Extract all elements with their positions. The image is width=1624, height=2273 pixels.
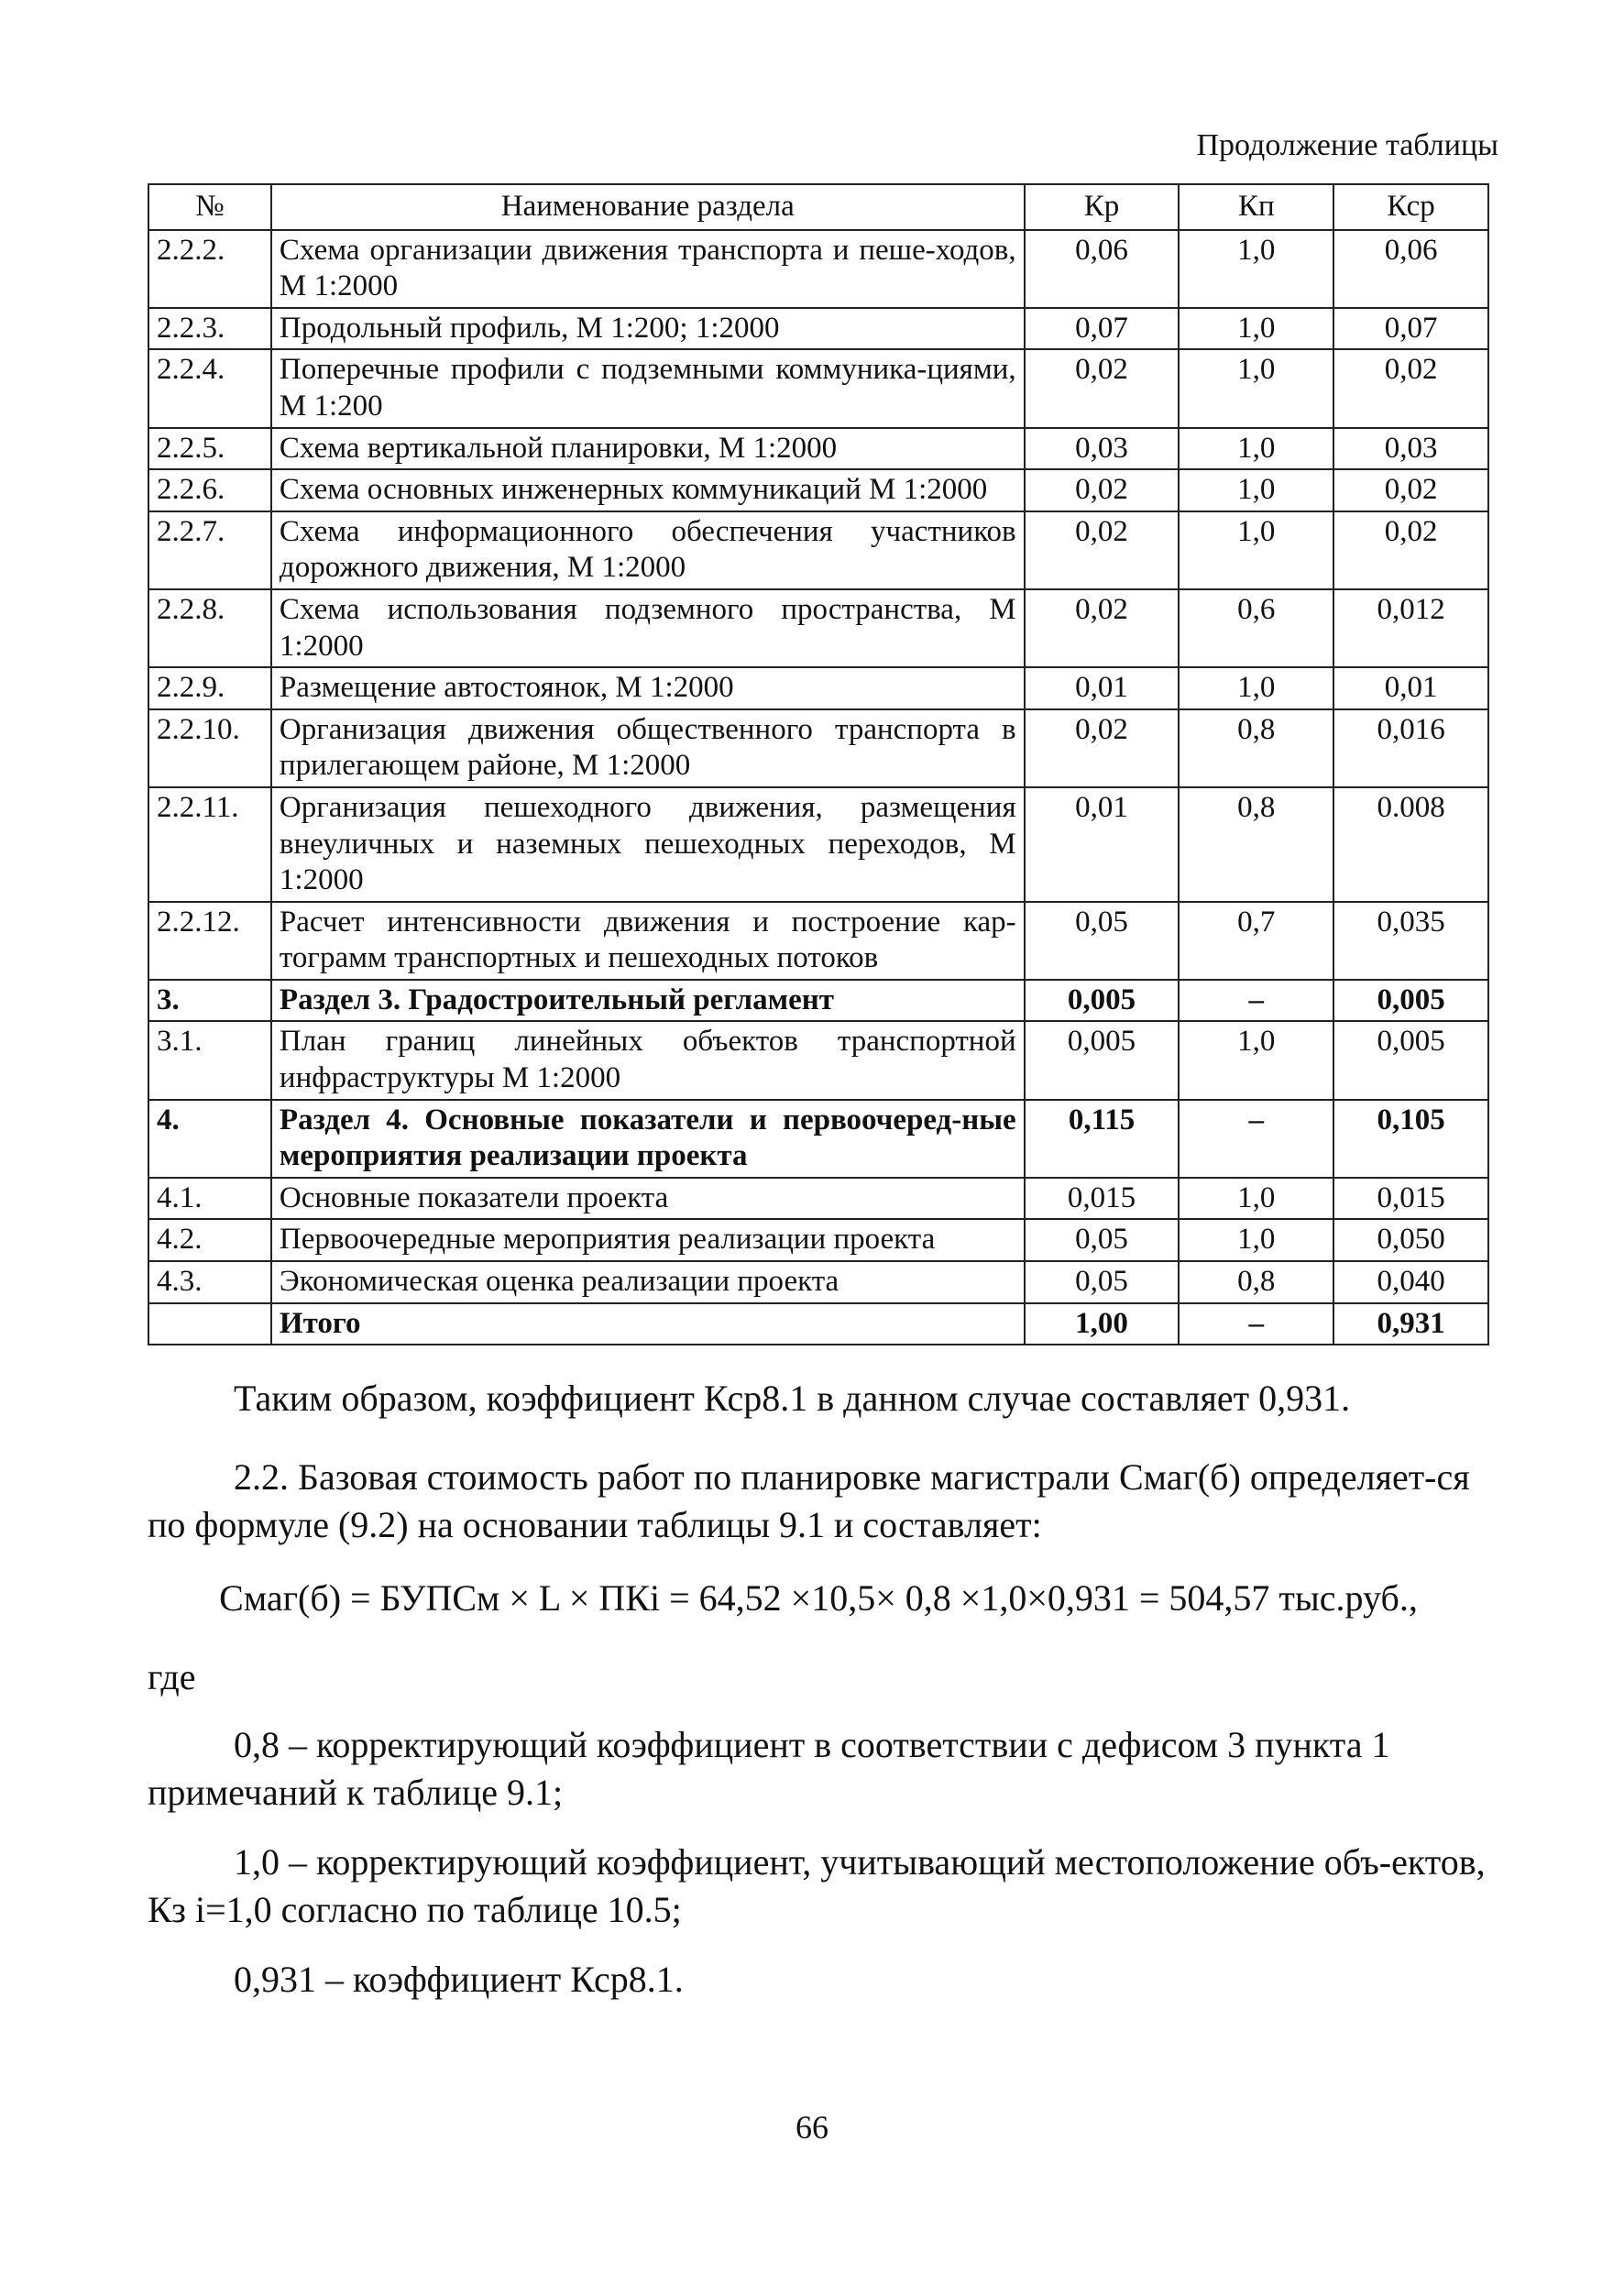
where-label: где (148, 1656, 196, 1697)
table-row (148, 1261, 1488, 1303)
table-row (148, 511, 1488, 589)
row-number: 2.2.5. (148, 428, 271, 470)
row-kr: 0,01 (1025, 787, 1180, 902)
header-kp: Кп (1179, 184, 1333, 230)
row-kr: 1,00 (1025, 1303, 1180, 1345)
row-ksr: 0.008 (1333, 787, 1488, 902)
table-row (148, 308, 1488, 350)
formula: Смаг(б) = БУПСм × L × ПКi = 64,52 ×10,5× 0,8 ×1,0×0,931 = 504,57 тыс.руб., (219, 1577, 1418, 1619)
table-header-row (148, 184, 1488, 230)
row-name: Первоочередные мероприятия реализации проекта (271, 1219, 1025, 1261)
table-row (148, 667, 1488, 709)
paragraph-coef-0931: 0,931 – коэффициент Кср8.1. (234, 1959, 684, 2000)
row-kp: – (1179, 1303, 1333, 1345)
row-ksr: 0,035 (1333, 902, 1488, 980)
table-row (148, 230, 1488, 308)
row-number: 2.2.11. (148, 787, 271, 902)
row-name: Экономическая оценка реализации проекта (271, 1261, 1025, 1303)
row-ksr: 0,07 (1333, 308, 1488, 350)
row-ksr: 0,931 (1333, 1303, 1488, 1345)
row-number: 2.2.6. (148, 469, 271, 511)
row-name: Схема информационного обеспечения участников дорожного движения, М 1:2000 (271, 511, 1025, 589)
row-number: 4.1. (148, 1178, 271, 1220)
row-kr: 0,05 (1025, 902, 1180, 980)
row-kp: 0,8 (1179, 787, 1333, 902)
row-number: 2.2.2. (148, 230, 271, 308)
row-kr: 0,05 (1025, 1261, 1180, 1303)
row-ksr: 0,040 (1333, 1261, 1488, 1303)
row-ksr: 0,02 (1333, 511, 1488, 589)
row-kr: 0,005 (1025, 980, 1180, 1022)
paragraph-summary: Таким образом, коэффициент Кср8.1 в данном случае составляет 0,931. (234, 1378, 1351, 1419)
row-name: Схема вертикальной планировки, М 1:2000 (271, 428, 1025, 470)
row-ksr: 0,105 (1333, 1100, 1488, 1178)
table-row (148, 428, 1488, 470)
row-kr: 0,01 (1025, 667, 1180, 709)
table-row (148, 1100, 1488, 1178)
header-num: № (148, 184, 271, 230)
row-kr: 0,005 (1025, 1021, 1180, 1099)
table-row (148, 902, 1488, 980)
row-number: 4.3. (148, 1261, 271, 1303)
row-name: Схема организации движения транспорта и пеше-ходов, М 1:2000 (271, 230, 1025, 308)
row-kp: 1,0 (1179, 230, 1333, 308)
row-kr: 0,115 (1025, 1100, 1180, 1178)
paragraph-coef-10: 1,0 – корректирующий коэффициент, учитывающий местоположение объ-ектов, Кз i=1,0 согласно по таблице 10.5; (148, 1841, 1486, 1930)
row-kr: 0,05 (1025, 1219, 1180, 1261)
row-kp: 1,0 (1179, 469, 1333, 511)
row-name: Поперечные профили с подземными коммуника-циями, М 1:200 (271, 349, 1025, 427)
paragraph-coef-08: 0,8 – корректирующий коэффициент в соответствии с дефисом 3 пункта 1 примечаний к таблице 9.1; (148, 1724, 1390, 1813)
table-row (148, 980, 1488, 1022)
continuation-label: Продолжение таблицы (1196, 128, 1498, 162)
table-row (148, 787, 1488, 902)
row-name: Организация движения общественного транспорта в прилегающем районе, М 1:2000 (271, 709, 1025, 787)
header-name: Наименование раздела (271, 184, 1025, 230)
row-ksr: 0,02 (1333, 349, 1488, 427)
row-kp: 1,0 (1179, 1219, 1333, 1261)
row-name: Схема основных инженерных коммуникаций М 1:2000 (271, 469, 1025, 511)
header-kr: Кр (1025, 184, 1180, 230)
row-ksr: 0,02 (1333, 469, 1488, 511)
row-kp: – (1179, 1100, 1333, 1178)
row-ksr: 0,03 (1333, 428, 1488, 470)
row-ksr: 0,005 (1333, 980, 1488, 1022)
row-kp: 1,0 (1179, 1178, 1333, 1220)
row-number (148, 1303, 271, 1345)
row-kp: 1,0 (1179, 511, 1333, 589)
table-row (148, 1303, 1488, 1345)
row-number: 2.2.9. (148, 667, 271, 709)
row-kp: 1,0 (1179, 667, 1333, 709)
row-kp: 1,0 (1179, 308, 1333, 350)
row-kp: 1,0 (1179, 349, 1333, 427)
row-name: Организация пешеходного движения, размещения внеуличных и наземных пешеходных переходов, М 1:2000 (271, 787, 1025, 902)
row-kr: 0,02 (1025, 349, 1180, 427)
header-ksr: Кср (1333, 184, 1488, 230)
row-kr: 0,02 (1025, 469, 1180, 511)
row-name: Схема использования подземного пространства, М 1:2000 (271, 589, 1025, 667)
row-kr: 0,015 (1025, 1178, 1180, 1220)
row-number: 2.2.8. (148, 589, 271, 667)
row-ksr: 0,01 (1333, 667, 1488, 709)
coefficients-table (148, 183, 1489, 1345)
row-kr: 0,02 (1025, 511, 1180, 589)
table-row (148, 709, 1488, 787)
row-kr: 0,07 (1025, 308, 1180, 350)
row-number: 3.1. (148, 1021, 271, 1099)
row-ksr: 0,015 (1333, 1178, 1488, 1220)
row-kr: 0,02 (1025, 589, 1180, 667)
row-number: 2.2.12. (148, 902, 271, 980)
row-number: 3. (148, 980, 271, 1022)
row-ksr: 0,005 (1333, 1021, 1488, 1099)
table-row (148, 1178, 1488, 1220)
row-ksr: 0,06 (1333, 230, 1488, 308)
table-body (148, 230, 1488, 1345)
row-number: 4. (148, 1100, 271, 1178)
row-name: Расчет интенсивности движения и построение кар-тограмм транспортных и пешеходных потоков (271, 902, 1025, 980)
table-row (148, 349, 1488, 427)
table-row (148, 1219, 1488, 1261)
row-kp: 1,0 (1179, 428, 1333, 470)
row-kp: 0,8 (1179, 1261, 1333, 1303)
row-number: 2.2.4. (148, 349, 271, 427)
row-number: 2.2.7. (148, 511, 271, 589)
row-number: 2.2.10. (148, 709, 271, 787)
row-kr: 0,02 (1025, 709, 1180, 787)
row-number: 2.2.3. (148, 308, 271, 350)
row-number: 4.2. (148, 1219, 271, 1261)
row-kp: 1,0 (1179, 1021, 1333, 1099)
row-ksr: 0,050 (1333, 1219, 1488, 1261)
table-row (148, 1021, 1488, 1099)
row-kp: 0,8 (1179, 709, 1333, 787)
row-name: Раздел 3. Градостроительный регламент (271, 980, 1025, 1022)
row-kr: 0,06 (1025, 230, 1180, 308)
paragraph-base-cost: 2.2. Базовая стоимость работ по планировке магистрали Смаг(б) определяет-ся по формуле (9.2) на основании таблицы 9.1 и составляет: (148, 1456, 1470, 1545)
row-name: Основные показатели проекта (271, 1178, 1025, 1220)
row-name: Размещение автостоянок, М 1:2000 (271, 667, 1025, 709)
row-name: План границ линейных объектов транспортной инфраструктуры М 1:2000 (271, 1021, 1025, 1099)
table-row (148, 469, 1488, 511)
row-kr: 0,03 (1025, 428, 1180, 470)
row-ksr: 0,012 (1333, 589, 1488, 667)
row-kp: 0,7 (1179, 902, 1333, 980)
page-number: 66 (796, 2109, 828, 2146)
row-kp: – (1179, 980, 1333, 1022)
row-ksr: 0,016 (1333, 709, 1488, 787)
row-name: Итого (271, 1303, 1025, 1345)
row-name: Раздел 4. Основные показатели и первоочеред-ные мероприятия реализации проекта (271, 1100, 1025, 1178)
row-kp: 0,6 (1179, 589, 1333, 667)
row-name: Продольный профиль, М 1:200; 1:2000 (271, 308, 1025, 350)
table-row (148, 589, 1488, 667)
